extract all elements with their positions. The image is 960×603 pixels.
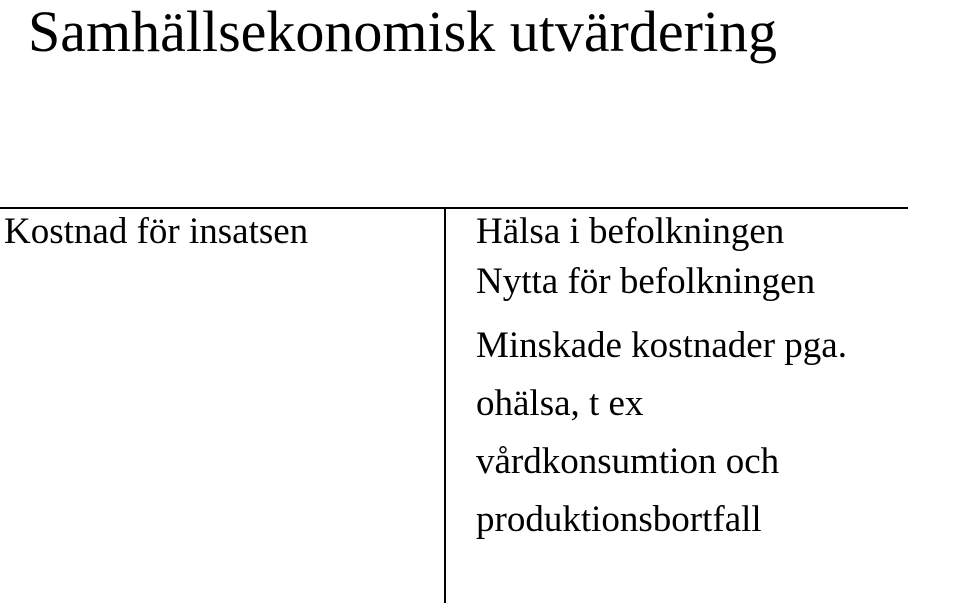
reduced-costs-line: Minskade kostnader pga. — [476, 325, 847, 366]
vertical-divider — [444, 207, 446, 603]
reduced-costs-line: ohälsa, t ex — [476, 383, 644, 424]
cost-label: Kostnad för insatsen — [4, 211, 309, 252]
benefit-item-reduced-costs — [476, 317, 956, 549]
benefit-item-health: Hälsa i befolkningen — [476, 211, 785, 252]
spacer — [476, 307, 956, 317]
benefit-item-utility: Nytta för befolkningen — [476, 261, 816, 302]
benefits-column — [476, 207, 956, 549]
diagram-title: Samhällsekonomisk utvärdering — [28, 0, 778, 64]
reduced-costs-line: produktionsbortfall — [476, 499, 762, 540]
reduced-costs-line: vårdkonsumtion och — [476, 441, 780, 482]
